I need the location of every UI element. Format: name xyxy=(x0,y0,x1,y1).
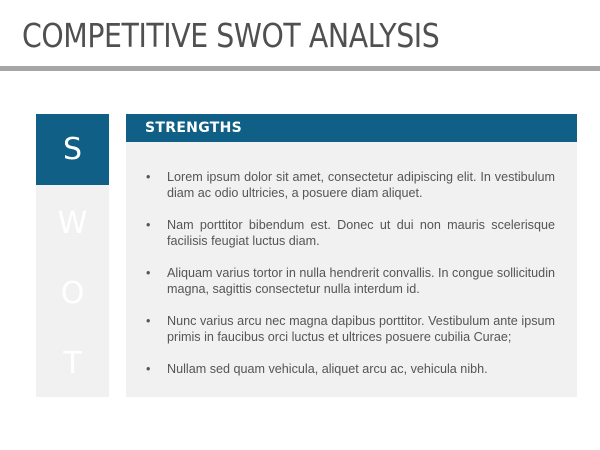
list-item-text: Nunc varius arcu nec magna dapibus porttitor. Vestibulum ante ipsum primis in faucibus orci luctus et ultrices posuere cubilia Curae; xyxy=(167,314,555,344)
list-item xyxy=(146,169,555,201)
list-item xyxy=(146,313,555,345)
swot-tab-weaknesses[interactable]: W xyxy=(57,206,88,241)
list-item xyxy=(146,361,555,377)
panel-heading: STRENGTHS xyxy=(126,114,577,142)
swot-tab-threats[interactable]: T xyxy=(63,346,82,381)
list-item-text: Lorem ipsum dolor sit amet, consectetur adipiscing elit. In vestibulum diam ac odio ultricies, a posuere diam aliquet. xyxy=(167,170,555,200)
list-item xyxy=(146,217,555,249)
title-divider xyxy=(0,66,600,71)
bullet-icon: • xyxy=(146,170,151,184)
slide-title: COMPETITIVE SWOT ANALYSIS xyxy=(22,16,440,55)
bullet-icon: • xyxy=(146,218,151,232)
swot-sidebar xyxy=(36,114,109,397)
bullet-icon: • xyxy=(146,314,151,328)
swot-tab-strengths[interactable]: S xyxy=(36,114,109,185)
bullet-icon: • xyxy=(146,266,151,280)
bullet-icon: • xyxy=(146,362,151,376)
list-item-text: Aliquam varius tortor in nulla hendrerit convallis. In congue sollicitudin magna, sagittis consectetur nulla interdum id. xyxy=(167,266,555,296)
swot-tab-opportunities[interactable]: O xyxy=(60,276,85,311)
list-item-text: Nam porttitor bibendum est. Donec ut dui non mauris scelerisque facilisis feugiat luctus diam. xyxy=(167,218,555,248)
bullet-list xyxy=(126,142,577,377)
list-item-text: Nullam sed quam vehicula, aliquet arcu ac, vehicula nibh. xyxy=(167,362,488,376)
list-item xyxy=(146,265,555,297)
content-panel xyxy=(126,114,577,397)
